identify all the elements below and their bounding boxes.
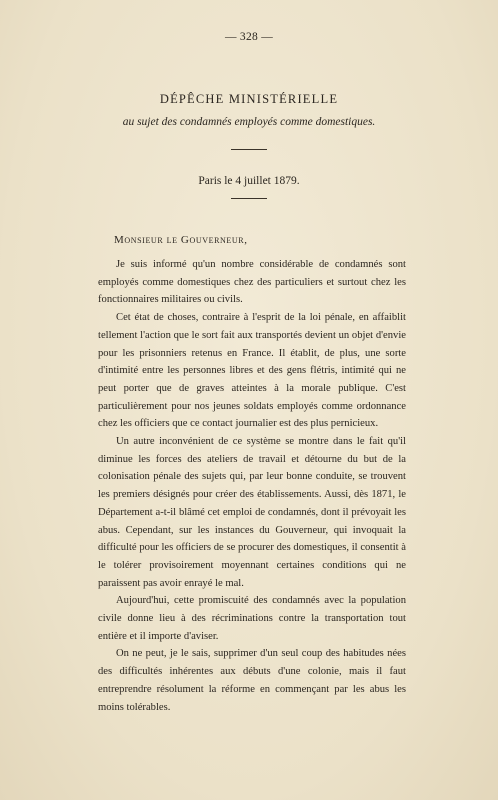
divider-rule xyxy=(231,149,267,150)
salutation: Monsieur le Gouverneur, xyxy=(114,234,248,246)
paragraph: Cet état de choses, contraire à l'esprit de la loi pénale, en affaiblit tellement l'action que le sort fait aux transportés devient un objet d'envie pour les prisonniers retenus en France. Il établit, de plus, une sorte d'intimité entre les personnes libres et des gens flétris, intimité qui ne peut porter que de graves atteintes à la morale publique. C'est particulièrement pour nos jeunes soldats employés comme ordonnance chez les officiers que ce contact journalier est des plus pernicieux. xyxy=(98,312,406,430)
paragraph: Un autre inconvénient de ce système se montre dans le fait qu'il diminue les forces des ateliers de travail et détourne du but de la colonisation pénale des sujets qui, par leur bonne conduite, se trouvent les premiers désignés pour créer des établissements. Aussi, dès 1871, le Département a-t-il blâmé cet emploi de condamnés, dont il prévoyait les abus. Cependant, sur les instances du Gouverneur, qui invoquait la difficulté pour les officiers de se procurer des domestiques, il consentit à le tolérer provisoirement moyennant certaines conditions qui ne paraissent pas avoir enrayé le mal. xyxy=(98,436,406,589)
dateline: Paris le 4 juillet 1879. xyxy=(198,175,300,187)
letter-body xyxy=(98,256,406,716)
divider-rule xyxy=(231,198,267,199)
paragraph: Aujourd'hui, cette promiscuité des condamnés avec la population civile donne lieu à des récriminations contre la transportation tout entière et il importe d'aviser. xyxy=(98,595,406,642)
document-subtitle: au sujet des condamnés employés comme domestiques. xyxy=(122,116,376,128)
document-title: DÉPÊCHE MINISTÉRIELLE xyxy=(159,92,339,106)
paragraph: Je suis informé qu'un nombre considérable de condamnés sont employés comme domestiques chez des particuliers et surtout chez les fonctionnaires militaires ou civils. xyxy=(98,259,406,306)
page-number: — 328 — xyxy=(224,31,274,43)
paragraph: On ne peut, je le sais, supprimer d'un seul coup des habitudes nées des difficultés inhérentes aux débuts d'une colonie, mais il faut entreprendre résolument la réforme en commençant par les abus les moins tolérables. xyxy=(98,648,406,713)
